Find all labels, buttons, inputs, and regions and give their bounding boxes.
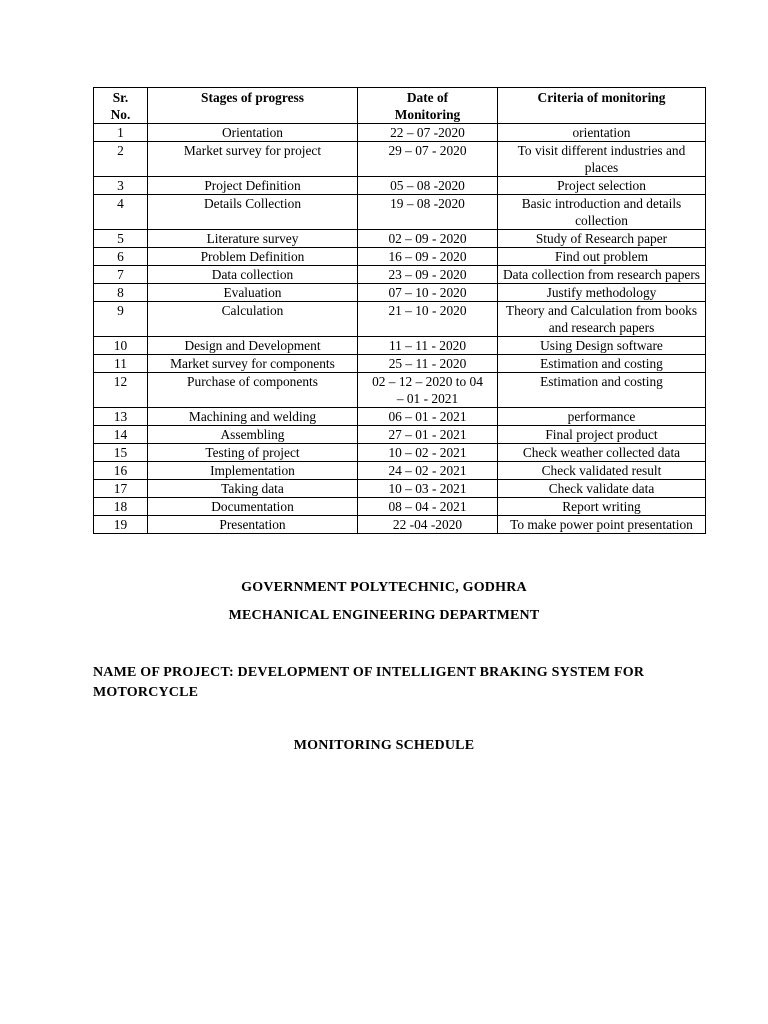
cell-date: 08 – 04 - 2021 xyxy=(358,498,498,516)
cell-stage: Orientation xyxy=(148,124,358,142)
cell-criteria: Study of Research paper xyxy=(498,230,706,248)
header-criteria: Criteria of monitoring xyxy=(498,88,706,124)
cell-sr-no: 15 xyxy=(94,444,148,462)
cell-stage: Testing of project xyxy=(148,444,358,462)
header-date: Date of Monitoring xyxy=(358,88,498,124)
cell-date: 05 – 08 -2020 xyxy=(358,177,498,195)
cell-stage: Data collection xyxy=(148,266,358,284)
cell-stage: Assembling xyxy=(148,426,358,444)
cell-criteria: Basic introduction and details collection xyxy=(498,195,706,230)
cell-date: 21 – 10 - 2020 xyxy=(358,302,498,337)
header-sr-no: Sr. No. xyxy=(94,88,148,124)
cell-sr-no: 3 xyxy=(94,177,148,195)
cell-sr-no: 6 xyxy=(94,248,148,266)
table-row xyxy=(94,498,706,516)
cell-criteria: Data collection from research papers xyxy=(498,266,706,284)
cell-stage: Taking data xyxy=(148,480,358,498)
cell-sr-no: 18 xyxy=(94,498,148,516)
table-row xyxy=(94,230,706,248)
schedule-title: MONITORING SCHEDULE xyxy=(293,738,475,753)
table-row xyxy=(94,373,706,408)
table-row xyxy=(94,462,706,480)
cell-stage: Problem Definition xyxy=(148,248,358,266)
cell-date: 22 -04 -2020 xyxy=(358,516,498,534)
cell-stage: Evaluation xyxy=(148,284,358,302)
table-row xyxy=(94,177,706,195)
table-header xyxy=(94,88,706,124)
cell-criteria: performance xyxy=(498,408,706,426)
cell-stage: Market survey for project xyxy=(148,142,358,177)
cell-sr-no: 11 xyxy=(94,355,148,373)
cell-criteria: Find out problem xyxy=(498,248,706,266)
cell-date: 10 – 03 - 2021 xyxy=(358,480,498,498)
cell-sr-no: 8 xyxy=(94,284,148,302)
cell-sr-no: 13 xyxy=(94,408,148,426)
cell-criteria: Using Design software xyxy=(498,337,706,355)
table-row xyxy=(94,516,706,534)
cell-criteria: Project selection xyxy=(498,177,706,195)
cell-stage: Literature survey xyxy=(148,230,358,248)
cell-date: 24 – 02 - 2021 xyxy=(358,462,498,480)
cell-date: 27 – 01 - 2021 xyxy=(358,426,498,444)
cell-date: 10 – 02 - 2021 xyxy=(358,444,498,462)
cell-stage: Market survey for components xyxy=(148,355,358,373)
cell-stage: Calculation xyxy=(148,302,358,337)
table-row xyxy=(94,444,706,462)
cell-criteria: Check validated result xyxy=(498,462,706,480)
cell-criteria: Check validate data xyxy=(498,480,706,498)
table-row xyxy=(94,248,706,266)
cell-date: 02 – 09 - 2020 xyxy=(358,230,498,248)
table-row xyxy=(94,408,706,426)
cell-criteria: Final project product xyxy=(498,426,706,444)
table-row xyxy=(94,195,706,230)
table-row xyxy=(94,480,706,498)
table-row xyxy=(94,284,706,302)
cell-stage: Machining and welding xyxy=(148,408,358,426)
cell-date: 11 – 11 - 2020 xyxy=(358,337,498,355)
cell-sr-no: 17 xyxy=(94,480,148,498)
cell-date: 02 – 12 – 2020 to 04 – 01 - 2021 xyxy=(358,373,498,408)
cell-sr-no: 12 xyxy=(94,373,148,408)
cell-criteria: Estimation and costing xyxy=(498,373,706,408)
cell-date: 19 – 08 -2020 xyxy=(358,195,498,230)
cell-criteria: orientation xyxy=(498,124,706,142)
table-row xyxy=(94,124,706,142)
cell-date: 16 – 09 - 2020 xyxy=(358,248,498,266)
monitoring-schedule-table xyxy=(93,87,706,534)
table-row xyxy=(94,426,706,444)
cell-sr-no: 9 xyxy=(94,302,148,337)
cell-criteria: To make power point presentation xyxy=(498,516,706,534)
cell-stage: Purchase of components xyxy=(148,373,358,408)
institute-name: GOVERNMENT POLYTECHNIC, GODHRA xyxy=(241,580,527,595)
cell-criteria: Report writing xyxy=(498,498,706,516)
cell-sr-no: 4 xyxy=(94,195,148,230)
cell-date: 06 – 01 - 2021 xyxy=(358,408,498,426)
cell-date: 29 – 07 - 2020 xyxy=(358,142,498,177)
table-row xyxy=(94,266,706,284)
table-row xyxy=(94,142,706,177)
cell-stage: Details Collection xyxy=(148,195,358,230)
table-row xyxy=(94,337,706,355)
cell-sr-no: 1 xyxy=(94,124,148,142)
cell-criteria: Theory and Calculation from books and research papers xyxy=(498,302,706,337)
cell-criteria: To visit different industries and places xyxy=(498,142,706,177)
department-name: MECHANICAL ENGINEERING DEPARTMENT xyxy=(228,608,540,623)
cell-sr-no: 5 xyxy=(94,230,148,248)
cell-sr-no: 2 xyxy=(94,142,148,177)
cell-date: 22 – 07 -2020 xyxy=(358,124,498,142)
header-stages: Stages of progress xyxy=(148,88,358,124)
cell-criteria: Check weather collected data xyxy=(498,444,706,462)
cell-stage: Documentation xyxy=(148,498,358,516)
project-name: NAME OF PROJECT: DEVELOPMENT OF INTELLIGENT BRAKING SYSTEM FOR MOTORCYCLE xyxy=(93,665,645,700)
cell-date: 07 – 10 - 2020 xyxy=(358,284,498,302)
cell-sr-no: 16 xyxy=(94,462,148,480)
cell-sr-no: 14 xyxy=(94,426,148,444)
cell-stage: Design and Development xyxy=(148,337,358,355)
table-row xyxy=(94,302,706,337)
cell-sr-no: 10 xyxy=(94,337,148,355)
cell-stage: Presentation xyxy=(148,516,358,534)
header-row xyxy=(94,88,706,124)
cell-stage: Implementation xyxy=(148,462,358,480)
cell-stage: Project Definition xyxy=(148,177,358,195)
table-row xyxy=(94,355,706,373)
cell-date: 23 – 09 - 2020 xyxy=(358,266,498,284)
cell-criteria: Justify methodology xyxy=(498,284,706,302)
cell-criteria: Estimation and costing xyxy=(498,355,706,373)
cell-date: 25 – 11 - 2020 xyxy=(358,355,498,373)
cell-sr-no: 19 xyxy=(94,516,148,534)
table-body xyxy=(94,124,706,534)
cell-sr-no: 7 xyxy=(94,266,148,284)
